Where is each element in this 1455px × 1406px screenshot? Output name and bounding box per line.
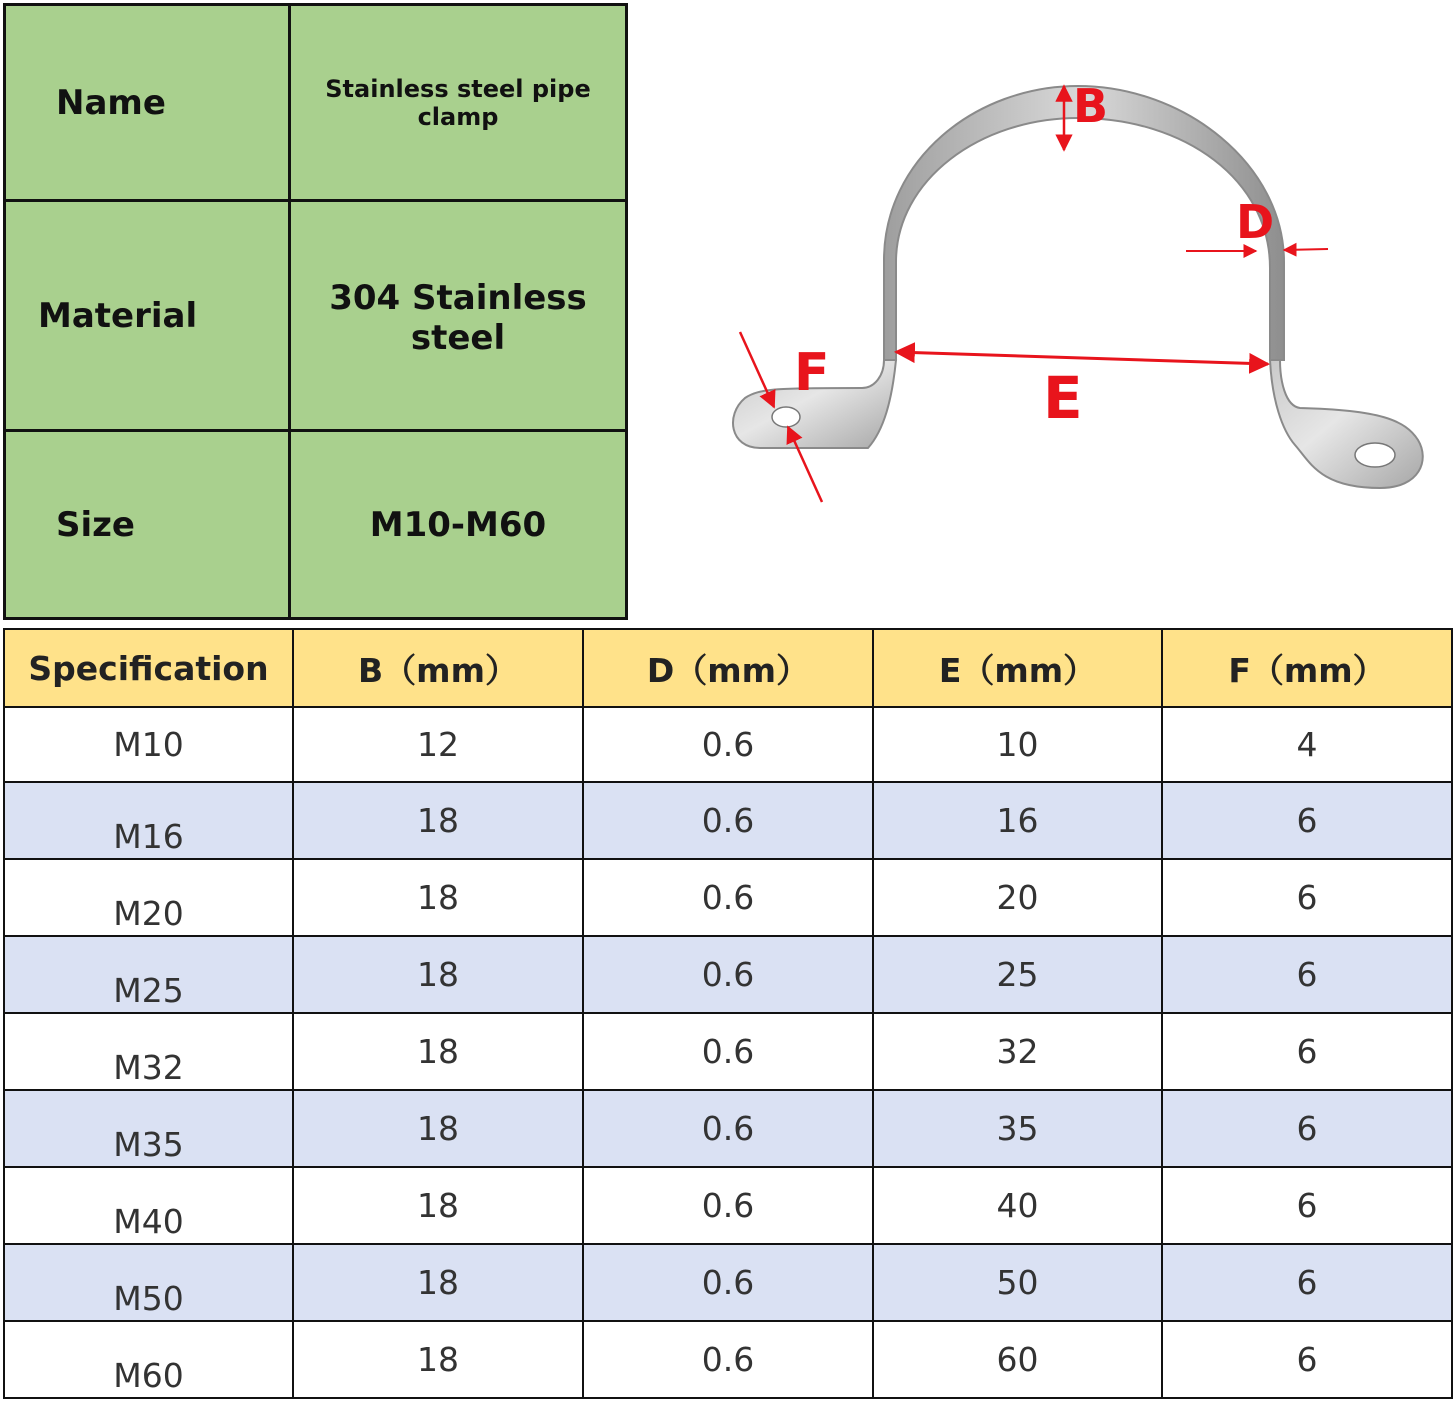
cell-spec: M35 [4, 1090, 293, 1167]
cell-e: 25 [873, 936, 1162, 1013]
cell-f: 6 [1162, 1090, 1452, 1167]
cell-d: 0.6 [583, 859, 873, 936]
header-specification: Specification [4, 629, 293, 707]
cell-d: 0.6 [583, 1167, 873, 1244]
cell-b: 18 [293, 1090, 583, 1167]
cell-f: 6 [1162, 859, 1452, 936]
cell-spec: M25 [4, 936, 293, 1013]
cell-spec: M40 [4, 1167, 293, 1244]
table-row [4, 707, 1452, 782]
header-b: B（mm） [293, 629, 583, 707]
info-value-material: 304 Stainless steel [290, 201, 627, 431]
info-row-size [5, 431, 627, 619]
label-f: F [794, 343, 830, 403]
cell-spec: M10 [4, 707, 293, 782]
header-d: D（mm） [583, 629, 873, 707]
pipe-clamp-diagram [700, 60, 1455, 520]
header-f: F（mm） [1162, 629, 1452, 707]
cell-f: 4 [1162, 707, 1452, 782]
cell-e: 35 [873, 1090, 1162, 1167]
info-label-material: Material [5, 201, 290, 431]
cell-b: 18 [293, 782, 583, 859]
cell-d: 0.6 [583, 782, 873, 859]
cell-d: 0.6 [583, 1090, 873, 1167]
cell-e: 60 [873, 1321, 1162, 1398]
info-row-material [5, 201, 627, 431]
cell-d: 0.6 [583, 1013, 873, 1090]
cell-b: 18 [293, 1167, 583, 1244]
info-label-size: Size [5, 431, 290, 619]
info-value-name: Stainless steel pipe clamp [290, 5, 627, 201]
label-d: D [1236, 195, 1275, 249]
info-label-name: Name [5, 5, 290, 201]
cell-e: 50 [873, 1244, 1162, 1321]
cell-d: 0.6 [583, 1244, 873, 1321]
cell-d: 0.6 [583, 707, 873, 782]
specification-table [3, 628, 1453, 1399]
cell-f: 6 [1162, 1167, 1452, 1244]
cell-f: 6 [1162, 936, 1452, 1013]
cell-f: 6 [1162, 782, 1452, 859]
info-value-size: M10-M60 [290, 431, 627, 619]
cell-spec: M20 [4, 859, 293, 936]
header-e: E（mm） [873, 629, 1162, 707]
cell-d: 0.6 [583, 1321, 873, 1398]
cell-e: 20 [873, 859, 1162, 936]
table-row [4, 1167, 1452, 1244]
label-b: B [1073, 79, 1109, 133]
cell-b: 18 [293, 1321, 583, 1398]
cell-e: 32 [873, 1013, 1162, 1090]
table-row [4, 859, 1452, 936]
cell-e: 16 [873, 782, 1162, 859]
cell-spec: M60 [4, 1321, 293, 1398]
product-info-table [3, 3, 628, 620]
cell-b: 18 [293, 936, 583, 1013]
table-row [4, 1321, 1452, 1398]
cell-f: 6 [1162, 1013, 1452, 1090]
cell-b: 18 [293, 1013, 583, 1090]
cell-spec: M32 [4, 1013, 293, 1090]
cell-f: 6 [1162, 1244, 1452, 1321]
table-row [4, 1013, 1452, 1090]
label-e: E [1043, 364, 1083, 432]
cell-b: 12 [293, 707, 583, 782]
table-row [4, 1244, 1452, 1321]
table-row [4, 782, 1452, 859]
cell-b: 18 [293, 859, 583, 936]
spec-header-row [4, 629, 1452, 707]
cell-spec: M16 [4, 782, 293, 859]
info-row-name [5, 5, 627, 201]
cell-b: 18 [293, 1244, 583, 1321]
cell-e: 10 [873, 707, 1162, 782]
cell-e: 40 [873, 1167, 1162, 1244]
cell-spec: M50 [4, 1244, 293, 1321]
table-row [4, 1090, 1452, 1167]
table-row [4, 936, 1452, 1013]
cell-d: 0.6 [583, 936, 873, 1013]
cell-f: 6 [1162, 1321, 1452, 1398]
